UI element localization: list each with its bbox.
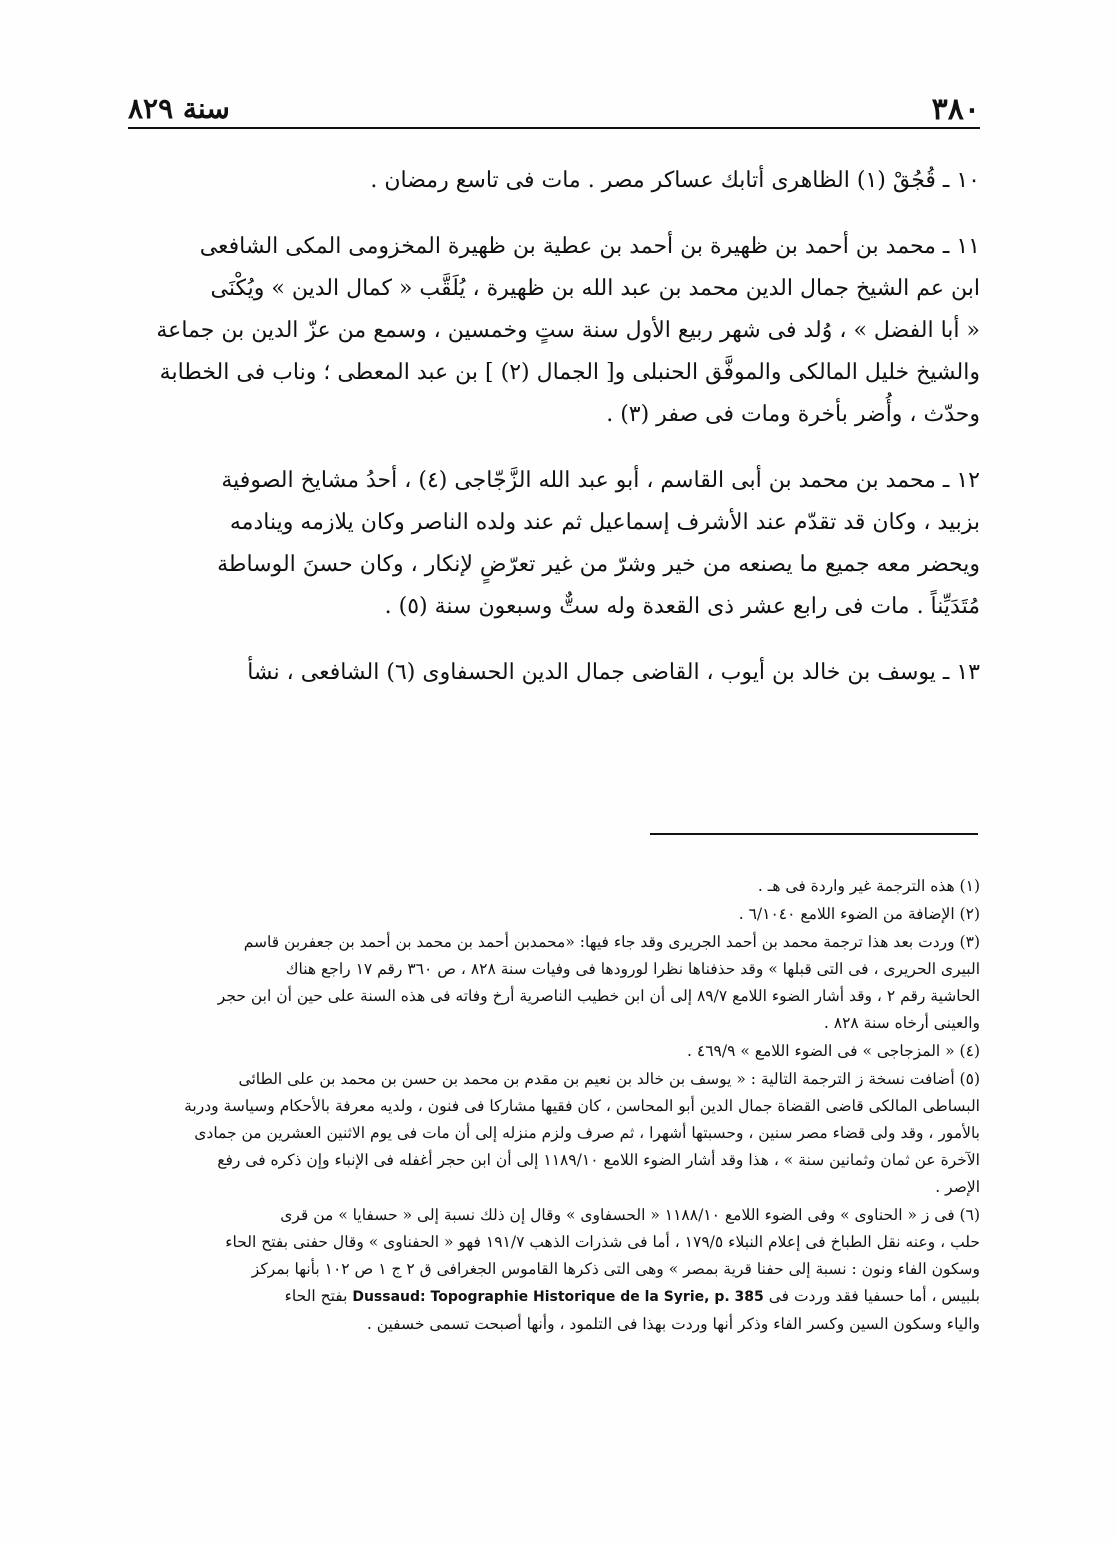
footnote-line: والياء وسكون السين وكسر الفاء وذكر أنها وردت بهذا فى التلمود ، وأنها أصبحت تسمى خسفين . [366,1315,980,1333]
text-line: ويحضر معه جميع ما يصنعه من خير وشرّ من غير تعرّضٍ لإنكار ، وكان حسنَ الوساطة [217,552,980,577]
footnote-1 [128,873,980,900]
text-line: ١٢ ـ محمد بن محمد بن أبى القاسم ، أبو عبد الله الزَّجّاجى (٤) ، أحدُ مشايخ الصوفية [221,468,980,493]
footnote-line: والعينى أرخاه سنة ٨٢٨ . [823,1014,980,1032]
footnote-line: الآخرة عن ثمان وثمانين سنة » ، هذا وقد أشار الضوء اللامع ١١٨٩/١٠ إلى أن ابن حجر أغفله فى الإنباء وإن ذكره فى رفع [217,1151,980,1169]
text-line: ١٣ ـ يوسف بن خالد بن أيوب ، القاضى جمال الدين الحسفاوى (٦) الشافعى ، نشأ [247,660,980,685]
footnote-2 [128,901,980,928]
footnote-line: حلب ، وعنه نقل الطباخ فى إعلام النبلاء ١٧٩/٥ ، أما فى شذرات الذهب ١٩١/٧ فهو « الحفناوى » وقال حفنى بفتح الحاء [225,1233,980,1251]
text-line: وحدّث ، وأُضر بأخرة ومات فى صفر (٣) . [606,402,980,427]
footnote-line: البيرى الحريرى ، فى التى قبلها » وقد حذفناها نظرا لورودها فى وفيات سنة ٨٢٨ ، ص ٣٦٠ رقم ١٧ راجع هناك [285,960,980,978]
page-header [128,92,980,130]
text-line: ١٠ ـ قُجُقْ (١) الظاهرى أتابك عساكر مصر . مات فى تاسع رمضان . [370,168,980,193]
footnote-text: بفتح الحاء [284,1287,348,1305]
text-line: والشيخ خليل المالكى والموفَّق الحنبلى و[ الجمال (٢) ] بن عبد المعطى ؛ وناب فى الخطابة [159,360,980,385]
footnote-line: الحاشية رقم ٢ ، وقد أشار الضوء اللامع ٨٩/٧ إلى أن ابن خطيب الناصرية أرخ وفاته فى هذه السنة على حين أن ابن حجر [217,987,980,1005]
footnote-line: (٢) الإضافة من الضوء اللامع ٦/١٠٤٠ . [738,905,980,923]
entry-10 [128,160,980,202]
footnote-line: الإصر . [935,1178,980,1196]
footnote-5 [128,1066,980,1201]
latin-citation: Dussaud: Topographie Historique de la Syrie, p. 385 [352,1289,764,1305]
footnote-line: بالأمور ، وقد ولى قضاء مصر سنين ، وحسبتها أشهرا ، ثم صرف ولزم منزله إلى أن مات فى يوم الاثنين العشرين من جمادى [194,1124,980,1142]
main-text [128,160,980,718]
text-line: مُتَدَيِّناً . مات فى رابع عشر ذى القعدة وله ستٌّ وسبعون سنة (٥) . [384,594,980,619]
footnote-line: البساطى المالكى قاضى القضاة جمال الدين أبو المحاسن ، كان فقيها مشاركا فى فنون ، ولديه معرفة بالأحكام وسياسة ودربة [184,1097,980,1115]
footnote-4 [128,1038,980,1065]
footnotes [128,873,980,1339]
footnote-6 [128,1202,980,1338]
footnote-text: بلبيس ، أما حسفيا فقد وردت فى [768,1287,980,1305]
text-line: « أبا الفضل » ، وُلد فى شهر ربيع الأول سنة ستٍ وخمسين ، وسمع من عزّ الدين بن جماعة [156,318,980,343]
page-number: ٣٨٠ [931,92,980,127]
running-head: سنة ٨٢٩ [128,92,230,125]
footnote-3 [128,929,980,1037]
entry-13 [128,652,980,694]
header-rule [128,127,980,129]
entry-12 [128,460,980,628]
footnote-line: وسكون الفاء ونون : نسبة إلى حفنا قرية بمصر » وهى التى ذكرها القاموس الجغرافى ق ٢ ج ١ ص ١٠٢ بأنها بمركز [251,1260,980,1278]
text-line: ابن عم الشيخ جمال الدين محمد بن عبد الله بن ظهيرة ، يُلَقَّب « كمال الدين » ويُكْنَى [210,276,980,301]
text-line: ١١ ـ محمد بن أحمد بن ظهيرة بن أحمد بن عطية بن ظهيرة المخزومى المكى الشافعى [199,234,980,259]
text-line: بزبيد ، وكان قد تقدّم عند الأشرف إسماعيل ثم عند ولده الناصر وكان يلازمه وينادمه [229,510,980,535]
footnote-rule [650,833,978,835]
entry-11 [128,226,980,436]
footnote-line: (٥) أضافت نسخة ز الترجمة التالية : « يوسف بن خالد بن نعيم بن مقدم بن محمد بن حسن بن محمد بن على الطائى [238,1070,980,1088]
footnote-line: (٦) فى ز « الحناوى » وفى الضوء اللامع ١١٨٨/١٠ « الحسفاوى » وقال إن ذلك نسبة إلى « حسفايا » من قرى [280,1206,980,1224]
footnote-line: (٤) « المزجاجى » فى الضوء اللامع » ٤٦٩/٩ . [687,1042,980,1060]
footnote-line [128,1283,980,1311]
footnote-line: (١) هذه الترجمة غير واردة فى هـ . [757,877,980,895]
footnote-line: (٣) وردت بعد هذا ترجمة محمد بن أحمد الجريرى وقد جاء فيها: «محمدبن أحمد بن محمد بن أحمد بن جعفربن قاسم [243,933,980,951]
